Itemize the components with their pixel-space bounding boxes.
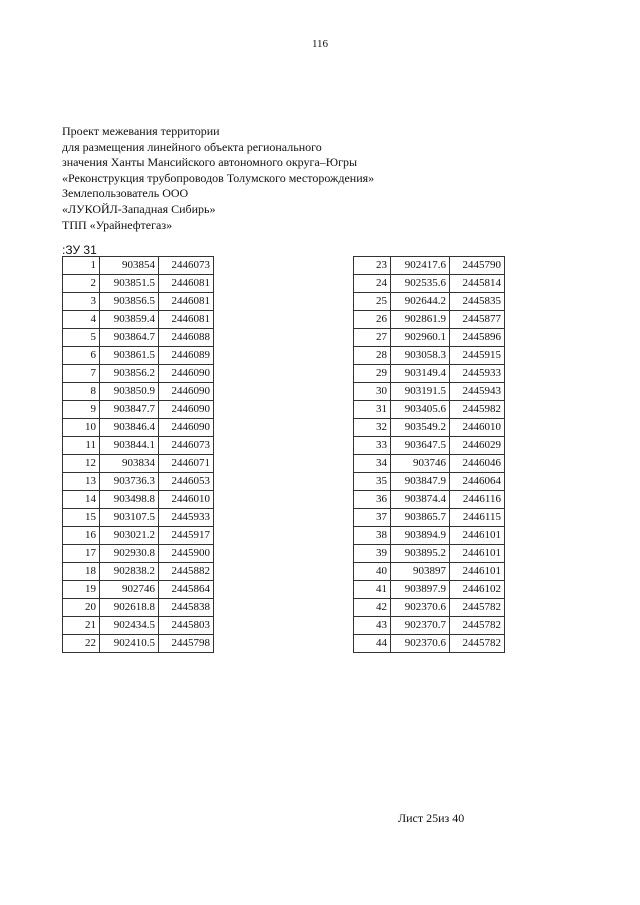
y-coordinate-cell: 2446081 bbox=[159, 311, 214, 329]
table-row bbox=[63, 509, 214, 527]
header-line: Землепользователь ООО bbox=[62, 186, 189, 201]
table-row bbox=[354, 257, 505, 275]
table-row bbox=[63, 365, 214, 383]
y-coordinate-cell: 2446010 bbox=[159, 491, 214, 509]
x-coordinate-cell: 902535.6 bbox=[391, 275, 450, 293]
x-coordinate-cell: 902861.9 bbox=[391, 311, 450, 329]
table-row bbox=[63, 437, 214, 455]
point-number-cell: 29 bbox=[354, 365, 391, 383]
y-coordinate-cell: 2445933 bbox=[159, 509, 214, 527]
table-row bbox=[63, 581, 214, 599]
table-row bbox=[354, 275, 505, 293]
x-coordinate-cell: 903864.7 bbox=[100, 329, 159, 347]
y-coordinate-cell: 2446101 bbox=[450, 563, 505, 581]
point-number-cell: 4 bbox=[63, 311, 100, 329]
point-number-cell: 16 bbox=[63, 527, 100, 545]
x-coordinate-cell: 902370.7 bbox=[391, 617, 450, 635]
x-coordinate-cell: 903861.5 bbox=[100, 347, 159, 365]
page-number: 116 bbox=[311, 38, 329, 50]
y-coordinate-cell: 2445790 bbox=[450, 257, 505, 275]
point-number-cell: 30 bbox=[354, 383, 391, 401]
x-coordinate-cell: 903834 bbox=[100, 455, 159, 473]
y-coordinate-cell: 2445782 bbox=[450, 635, 505, 653]
table-row bbox=[63, 599, 214, 617]
table-row bbox=[354, 455, 505, 473]
y-coordinate-cell: 2446090 bbox=[159, 401, 214, 419]
table-row bbox=[354, 293, 505, 311]
x-coordinate-cell: 903405.6 bbox=[391, 401, 450, 419]
point-number-cell: 7 bbox=[63, 365, 100, 383]
x-coordinate-cell: 902930.8 bbox=[100, 545, 159, 563]
sheet-number: Лист 25из 40 bbox=[398, 811, 465, 825]
y-coordinate-cell: 2446073 bbox=[159, 437, 214, 455]
y-coordinate-cell: 2445838 bbox=[159, 599, 214, 617]
table-row bbox=[354, 401, 505, 419]
point-number-cell: 34 bbox=[354, 455, 391, 473]
table-row bbox=[63, 275, 214, 293]
point-number-cell: 19 bbox=[63, 581, 100, 599]
y-coordinate-cell: 2445782 bbox=[450, 617, 505, 635]
point-number-cell: 39 bbox=[354, 545, 391, 563]
y-coordinate-cell: 2445798 bbox=[159, 635, 214, 653]
y-coordinate-cell: 2446029 bbox=[450, 437, 505, 455]
table-row bbox=[63, 257, 214, 275]
x-coordinate-cell: 902370.6 bbox=[391, 635, 450, 653]
point-number-cell: 32 bbox=[354, 419, 391, 437]
point-number-cell: 12 bbox=[63, 455, 100, 473]
table-row bbox=[63, 329, 214, 347]
x-coordinate-cell: 903647.5 bbox=[391, 437, 450, 455]
table-row bbox=[354, 329, 505, 347]
y-coordinate-cell: 2446115 bbox=[450, 509, 505, 527]
point-number-cell: 15 bbox=[63, 509, 100, 527]
point-number-cell: 14 bbox=[63, 491, 100, 509]
y-coordinate-cell: 2446089 bbox=[159, 347, 214, 365]
y-coordinate-cell: 2446090 bbox=[159, 383, 214, 401]
x-coordinate-cell: 903847.9 bbox=[391, 473, 450, 491]
point-number-cell: 5 bbox=[63, 329, 100, 347]
table-row bbox=[354, 365, 505, 383]
point-number-cell: 31 bbox=[354, 401, 391, 419]
table-row bbox=[63, 491, 214, 509]
x-coordinate-cell: 903865.7 bbox=[391, 509, 450, 527]
y-coordinate-cell: 2445835 bbox=[450, 293, 505, 311]
x-coordinate-cell: 903746 bbox=[391, 455, 450, 473]
y-coordinate-cell: 2445900 bbox=[159, 545, 214, 563]
point-number-cell: 37 bbox=[354, 509, 391, 527]
header-line: «ЛУКОЙЛ-Западная Сибирь» bbox=[62, 201, 216, 216]
point-number-cell: 25 bbox=[354, 293, 391, 311]
point-number-cell: 23 bbox=[354, 257, 391, 275]
point-number-cell: 26 bbox=[354, 311, 391, 329]
point-number-cell: 1 bbox=[63, 257, 100, 275]
header-line: Проект межевания территории bbox=[62, 124, 220, 138]
point-number-cell: 18 bbox=[63, 563, 100, 581]
point-number-cell: 11 bbox=[63, 437, 100, 455]
x-coordinate-cell: 903847.7 bbox=[100, 401, 159, 419]
coordinates-table-left bbox=[62, 256, 214, 653]
y-coordinate-cell: 2445896 bbox=[450, 329, 505, 347]
y-coordinate-cell: 2446116 bbox=[450, 491, 505, 509]
x-coordinate-cell: 903850.9 bbox=[100, 383, 159, 401]
x-coordinate-cell: 902838.2 bbox=[100, 563, 159, 581]
table-row bbox=[354, 473, 505, 491]
table-row bbox=[354, 347, 505, 365]
point-number-cell: 44 bbox=[354, 635, 391, 653]
x-coordinate-cell: 903846.4 bbox=[100, 419, 159, 437]
point-number-cell: 28 bbox=[354, 347, 391, 365]
plot-label: :ЗУ 31 bbox=[62, 243, 97, 257]
table-row bbox=[63, 311, 214, 329]
point-number-cell: 36 bbox=[354, 491, 391, 509]
y-coordinate-cell: 2445864 bbox=[159, 581, 214, 599]
x-coordinate-cell: 903874.4 bbox=[391, 491, 450, 509]
table-row bbox=[63, 617, 214, 635]
x-coordinate-cell: 903854 bbox=[100, 257, 159, 275]
point-number-cell: 21 bbox=[63, 617, 100, 635]
y-coordinate-cell: 2446101 bbox=[450, 527, 505, 545]
y-coordinate-cell: 2446088 bbox=[159, 329, 214, 347]
point-number-cell: 10 bbox=[63, 419, 100, 437]
table-row bbox=[63, 527, 214, 545]
x-coordinate-cell: 902417.6 bbox=[391, 257, 450, 275]
x-coordinate-cell: 903894.9 bbox=[391, 527, 450, 545]
y-coordinate-cell: 2446073 bbox=[159, 257, 214, 275]
point-number-cell: 8 bbox=[63, 383, 100, 401]
document-header bbox=[62, 124, 374, 233]
y-coordinate-cell: 2446064 bbox=[450, 473, 505, 491]
x-coordinate-cell: 902618.8 bbox=[100, 599, 159, 617]
table-row bbox=[354, 581, 505, 599]
x-coordinate-cell: 903736.3 bbox=[100, 473, 159, 491]
x-coordinate-cell: 903498.8 bbox=[100, 491, 159, 509]
point-number-cell: 9 bbox=[63, 401, 100, 419]
x-coordinate-cell: 902410.5 bbox=[100, 635, 159, 653]
table-row bbox=[354, 491, 505, 509]
table-row bbox=[63, 635, 214, 653]
table-row bbox=[63, 383, 214, 401]
y-coordinate-cell: 2445915 bbox=[450, 347, 505, 365]
table-row bbox=[354, 419, 505, 437]
point-number-cell: 43 bbox=[354, 617, 391, 635]
y-coordinate-cell: 2446010 bbox=[450, 419, 505, 437]
point-number-cell: 2 bbox=[63, 275, 100, 293]
header-line: значения Ханты Мансийского автономного округа–Югры bbox=[62, 155, 358, 170]
table-row bbox=[354, 383, 505, 401]
point-number-cell: 40 bbox=[354, 563, 391, 581]
table-row bbox=[63, 347, 214, 365]
table-row bbox=[354, 527, 505, 545]
x-coordinate-cell: 902746 bbox=[100, 581, 159, 599]
x-coordinate-cell: 903058.3 bbox=[391, 347, 450, 365]
y-coordinate-cell: 2446046 bbox=[450, 455, 505, 473]
table-row bbox=[354, 635, 505, 653]
table-row bbox=[354, 545, 505, 563]
x-coordinate-cell: 902434.5 bbox=[100, 617, 159, 635]
table-row bbox=[63, 545, 214, 563]
y-coordinate-cell: 2446081 bbox=[159, 275, 214, 293]
x-coordinate-cell: 903897.9 bbox=[391, 581, 450, 599]
coordinates-table-right bbox=[353, 256, 505, 653]
point-number-cell: 33 bbox=[354, 437, 391, 455]
y-coordinate-cell: 2445982 bbox=[450, 401, 505, 419]
y-coordinate-cell: 2446102 bbox=[450, 581, 505, 599]
y-coordinate-cell: 2445882 bbox=[159, 563, 214, 581]
y-coordinate-cell: 2446053 bbox=[159, 473, 214, 491]
x-coordinate-cell: 903856.5 bbox=[100, 293, 159, 311]
x-coordinate-cell: 903549.2 bbox=[391, 419, 450, 437]
table-row bbox=[354, 563, 505, 581]
point-number-cell: 22 bbox=[63, 635, 100, 653]
header-line: для размещения линейного объекта регионального bbox=[62, 139, 322, 154]
y-coordinate-cell: 2446090 bbox=[159, 365, 214, 383]
y-coordinate-cell: 2445943 bbox=[450, 383, 505, 401]
y-coordinate-cell: 2445933 bbox=[450, 365, 505, 383]
table-row bbox=[354, 437, 505, 455]
x-coordinate-cell: 903856.2 bbox=[100, 365, 159, 383]
y-coordinate-cell: 2446071 bbox=[159, 455, 214, 473]
table-row bbox=[354, 617, 505, 635]
point-number-cell: 24 bbox=[354, 275, 391, 293]
x-coordinate-cell: 903021.2 bbox=[100, 527, 159, 545]
header-line: «Реконструкция трубопроводов Толумского месторождения» bbox=[62, 170, 375, 185]
y-coordinate-cell: 2446081 bbox=[159, 293, 214, 311]
x-coordinate-cell: 903851.5 bbox=[100, 275, 159, 293]
x-coordinate-cell: 902370.6 bbox=[391, 599, 450, 617]
x-coordinate-cell: 902644.2 bbox=[391, 293, 450, 311]
y-coordinate-cell: 2445782 bbox=[450, 599, 505, 617]
point-number-cell: 13 bbox=[63, 473, 100, 491]
x-coordinate-cell: 903844.1 bbox=[100, 437, 159, 455]
x-coordinate-cell: 903895.2 bbox=[391, 545, 450, 563]
point-number-cell: 3 bbox=[63, 293, 100, 311]
table-row bbox=[63, 293, 214, 311]
point-number-cell: 20 bbox=[63, 599, 100, 617]
x-coordinate-cell: 902960.1 bbox=[391, 329, 450, 347]
point-number-cell: 41 bbox=[354, 581, 391, 599]
x-coordinate-cell: 903149.4 bbox=[391, 365, 450, 383]
table-row bbox=[354, 509, 505, 527]
y-coordinate-cell: 2446090 bbox=[159, 419, 214, 437]
y-coordinate-cell: 2446101 bbox=[450, 545, 505, 563]
table-row bbox=[63, 473, 214, 491]
table-row bbox=[354, 599, 505, 617]
point-number-cell: 27 bbox=[354, 329, 391, 347]
table-row bbox=[63, 563, 214, 581]
table-row bbox=[63, 401, 214, 419]
x-coordinate-cell: 903107.5 bbox=[100, 509, 159, 527]
point-number-cell: 42 bbox=[354, 599, 391, 617]
point-number-cell: 38 bbox=[354, 527, 391, 545]
point-number-cell: 17 bbox=[63, 545, 100, 563]
point-number-cell: 35 bbox=[354, 473, 391, 491]
y-coordinate-cell: 2445917 bbox=[159, 527, 214, 545]
x-coordinate-cell: 903191.5 bbox=[391, 383, 450, 401]
x-coordinate-cell: 903859.4 bbox=[100, 311, 159, 329]
table-row bbox=[63, 419, 214, 437]
x-coordinate-cell: 903897 bbox=[391, 563, 450, 581]
point-number-cell: 6 bbox=[63, 347, 100, 365]
table-row bbox=[354, 311, 505, 329]
y-coordinate-cell: 2445877 bbox=[450, 311, 505, 329]
y-coordinate-cell: 2445803 bbox=[159, 617, 214, 635]
header-line: ТПП «Урайнефтегаз» bbox=[62, 217, 173, 232]
table-row bbox=[63, 455, 214, 473]
y-coordinate-cell: 2445814 bbox=[450, 275, 505, 293]
